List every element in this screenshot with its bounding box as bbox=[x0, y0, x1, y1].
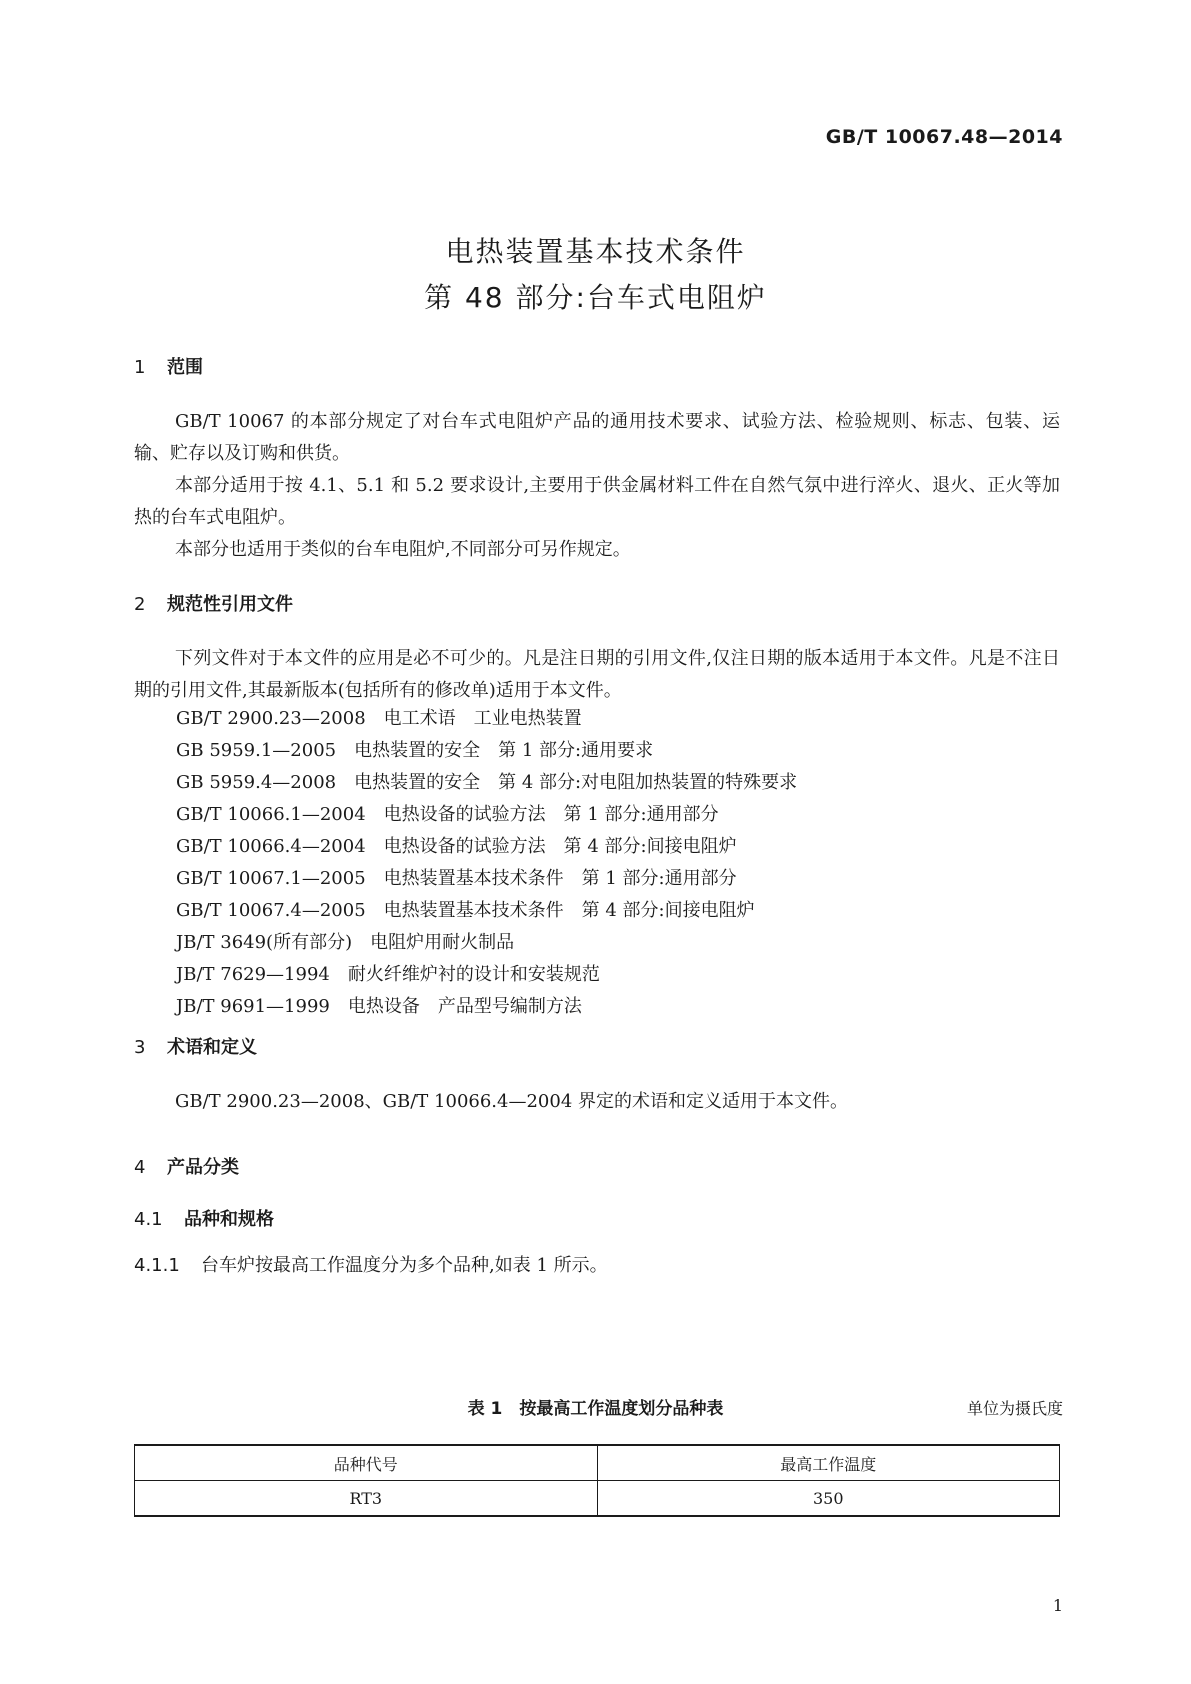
section-title: 范围 bbox=[167, 357, 203, 378]
section-number: 2 bbox=[134, 594, 146, 615]
reference-item: GB/T 10067.1—2005 电热装置基本技术条件 第 1 部分:通用部分 bbox=[176, 868, 737, 889]
page-number: 1 bbox=[1052, 1596, 1063, 1615]
section-2-heading bbox=[134, 590, 293, 616]
table-header-cell: 品种代号 bbox=[135, 1445, 598, 1481]
subsection-4-1-heading bbox=[134, 1205, 274, 1231]
section-title: 术语和定义 bbox=[167, 1037, 257, 1058]
reference-item: JB/T 3649(所有部分) 电阻炉用耐火制品 bbox=[176, 932, 515, 953]
table-cell: RT3 bbox=[135, 1481, 598, 1517]
paragraph: 本部分也适用于类似的台车电阻炉,不同部分可另作规定。 bbox=[175, 539, 631, 560]
standard-code: GB/T 10067.48—2014 bbox=[825, 126, 1063, 148]
section-number: 3 bbox=[134, 1037, 146, 1058]
section-3-heading bbox=[134, 1033, 257, 1059]
table-cell: 350 bbox=[597, 1481, 1060, 1517]
table-header-row bbox=[135, 1445, 1060, 1481]
clause-4-1-1 bbox=[134, 1251, 608, 1277]
table-caption: 表 1 按最高工作温度划分品种表 bbox=[467, 1399, 724, 1419]
clause-text: 台车炉按最高工作温度分为多个品种,如表 1 所示。 bbox=[201, 1255, 608, 1276]
section-number: 1 bbox=[134, 357, 146, 378]
reference-list bbox=[176, 703, 797, 1023]
clause-number: 4.1.1 bbox=[134, 1255, 180, 1276]
reference-item: GB 5959.4—2008 电热装置的安全 第 4 部分:对电阻加热装置的特殊要求 bbox=[176, 772, 798, 793]
reference-item: GB/T 2900.23—2008 电工术语 工业电热装置 bbox=[176, 708, 582, 729]
section-1-body bbox=[134, 406, 1060, 566]
table-unit: 单位为摄氏度 bbox=[966, 1399, 1063, 1418]
reference-item: GB/T 10066.1—2004 电热设备的试验方法 第 1 部分:通用部分 bbox=[176, 804, 719, 825]
reference-item: JB/T 7629—1994 耐火纤维炉衬的设计和安装规范 bbox=[176, 964, 600, 985]
section-number: 4 bbox=[134, 1157, 146, 1178]
section-title: 规范性引用文件 bbox=[167, 594, 293, 615]
table-row bbox=[135, 1481, 1060, 1517]
reference-item: GB 5959.1—2005 电热装置的安全 第 1 部分:通用要求 bbox=[176, 740, 654, 761]
reference-item: GB/T 10066.4—2004 电热设备的试验方法 第 4 部分:间接电阻炉 bbox=[176, 836, 737, 857]
paragraph: GB/T 10067 的本部分规定了对台车式电阻炉产品的通用技术要求、试验方法、检验规则、标志、包装、运输、贮存以及订购和供货。 bbox=[134, 411, 1060, 464]
document-title: 电热装置基本技术条件 bbox=[445, 235, 746, 268]
document-subtitle: 第 48 部分:台车式电阻炉 bbox=[424, 281, 767, 314]
paragraph: GB/T 2900.23—2008、GB/T 10066.4—2004 界定的术语和定义适用于本文件。 bbox=[175, 1091, 849, 1112]
reference-item: JB/T 9691—1999 电热设备 产品型号编制方法 bbox=[176, 996, 582, 1017]
section-3-body bbox=[134, 1086, 1060, 1118]
paragraph: 下列文件对于本文件的应用是必不可少的。凡是注日期的引用文件,仅注日期的版本适用于本文件。凡是不注日期的引用文件,其最新版本(包括所有的修改单)适用于本文件。 bbox=[134, 648, 1060, 701]
paragraph: 本部分适用于按 4.1、5.1 和 5.2 要求设计,主要用于供金属材料工件在自然气氛中进行淬火、退火、正火等加热的台车式电阻炉。 bbox=[134, 475, 1060, 528]
reference-item: GB/T 10067.4—2005 电热装置基本技术条件 第 4 部分:间接电阻炉 bbox=[176, 900, 755, 921]
subsection-number: 4.1 bbox=[134, 1209, 163, 1230]
subsection-title: 品种和规格 bbox=[184, 1209, 274, 1230]
section-2-intro bbox=[134, 643, 1060, 707]
table-header-cell: 最高工作温度 bbox=[597, 1445, 1060, 1481]
section-1-heading bbox=[134, 353, 203, 379]
section-title: 产品分类 bbox=[167, 1157, 239, 1178]
section-4-heading bbox=[134, 1153, 239, 1179]
temperature-table bbox=[134, 1444, 1060, 1517]
